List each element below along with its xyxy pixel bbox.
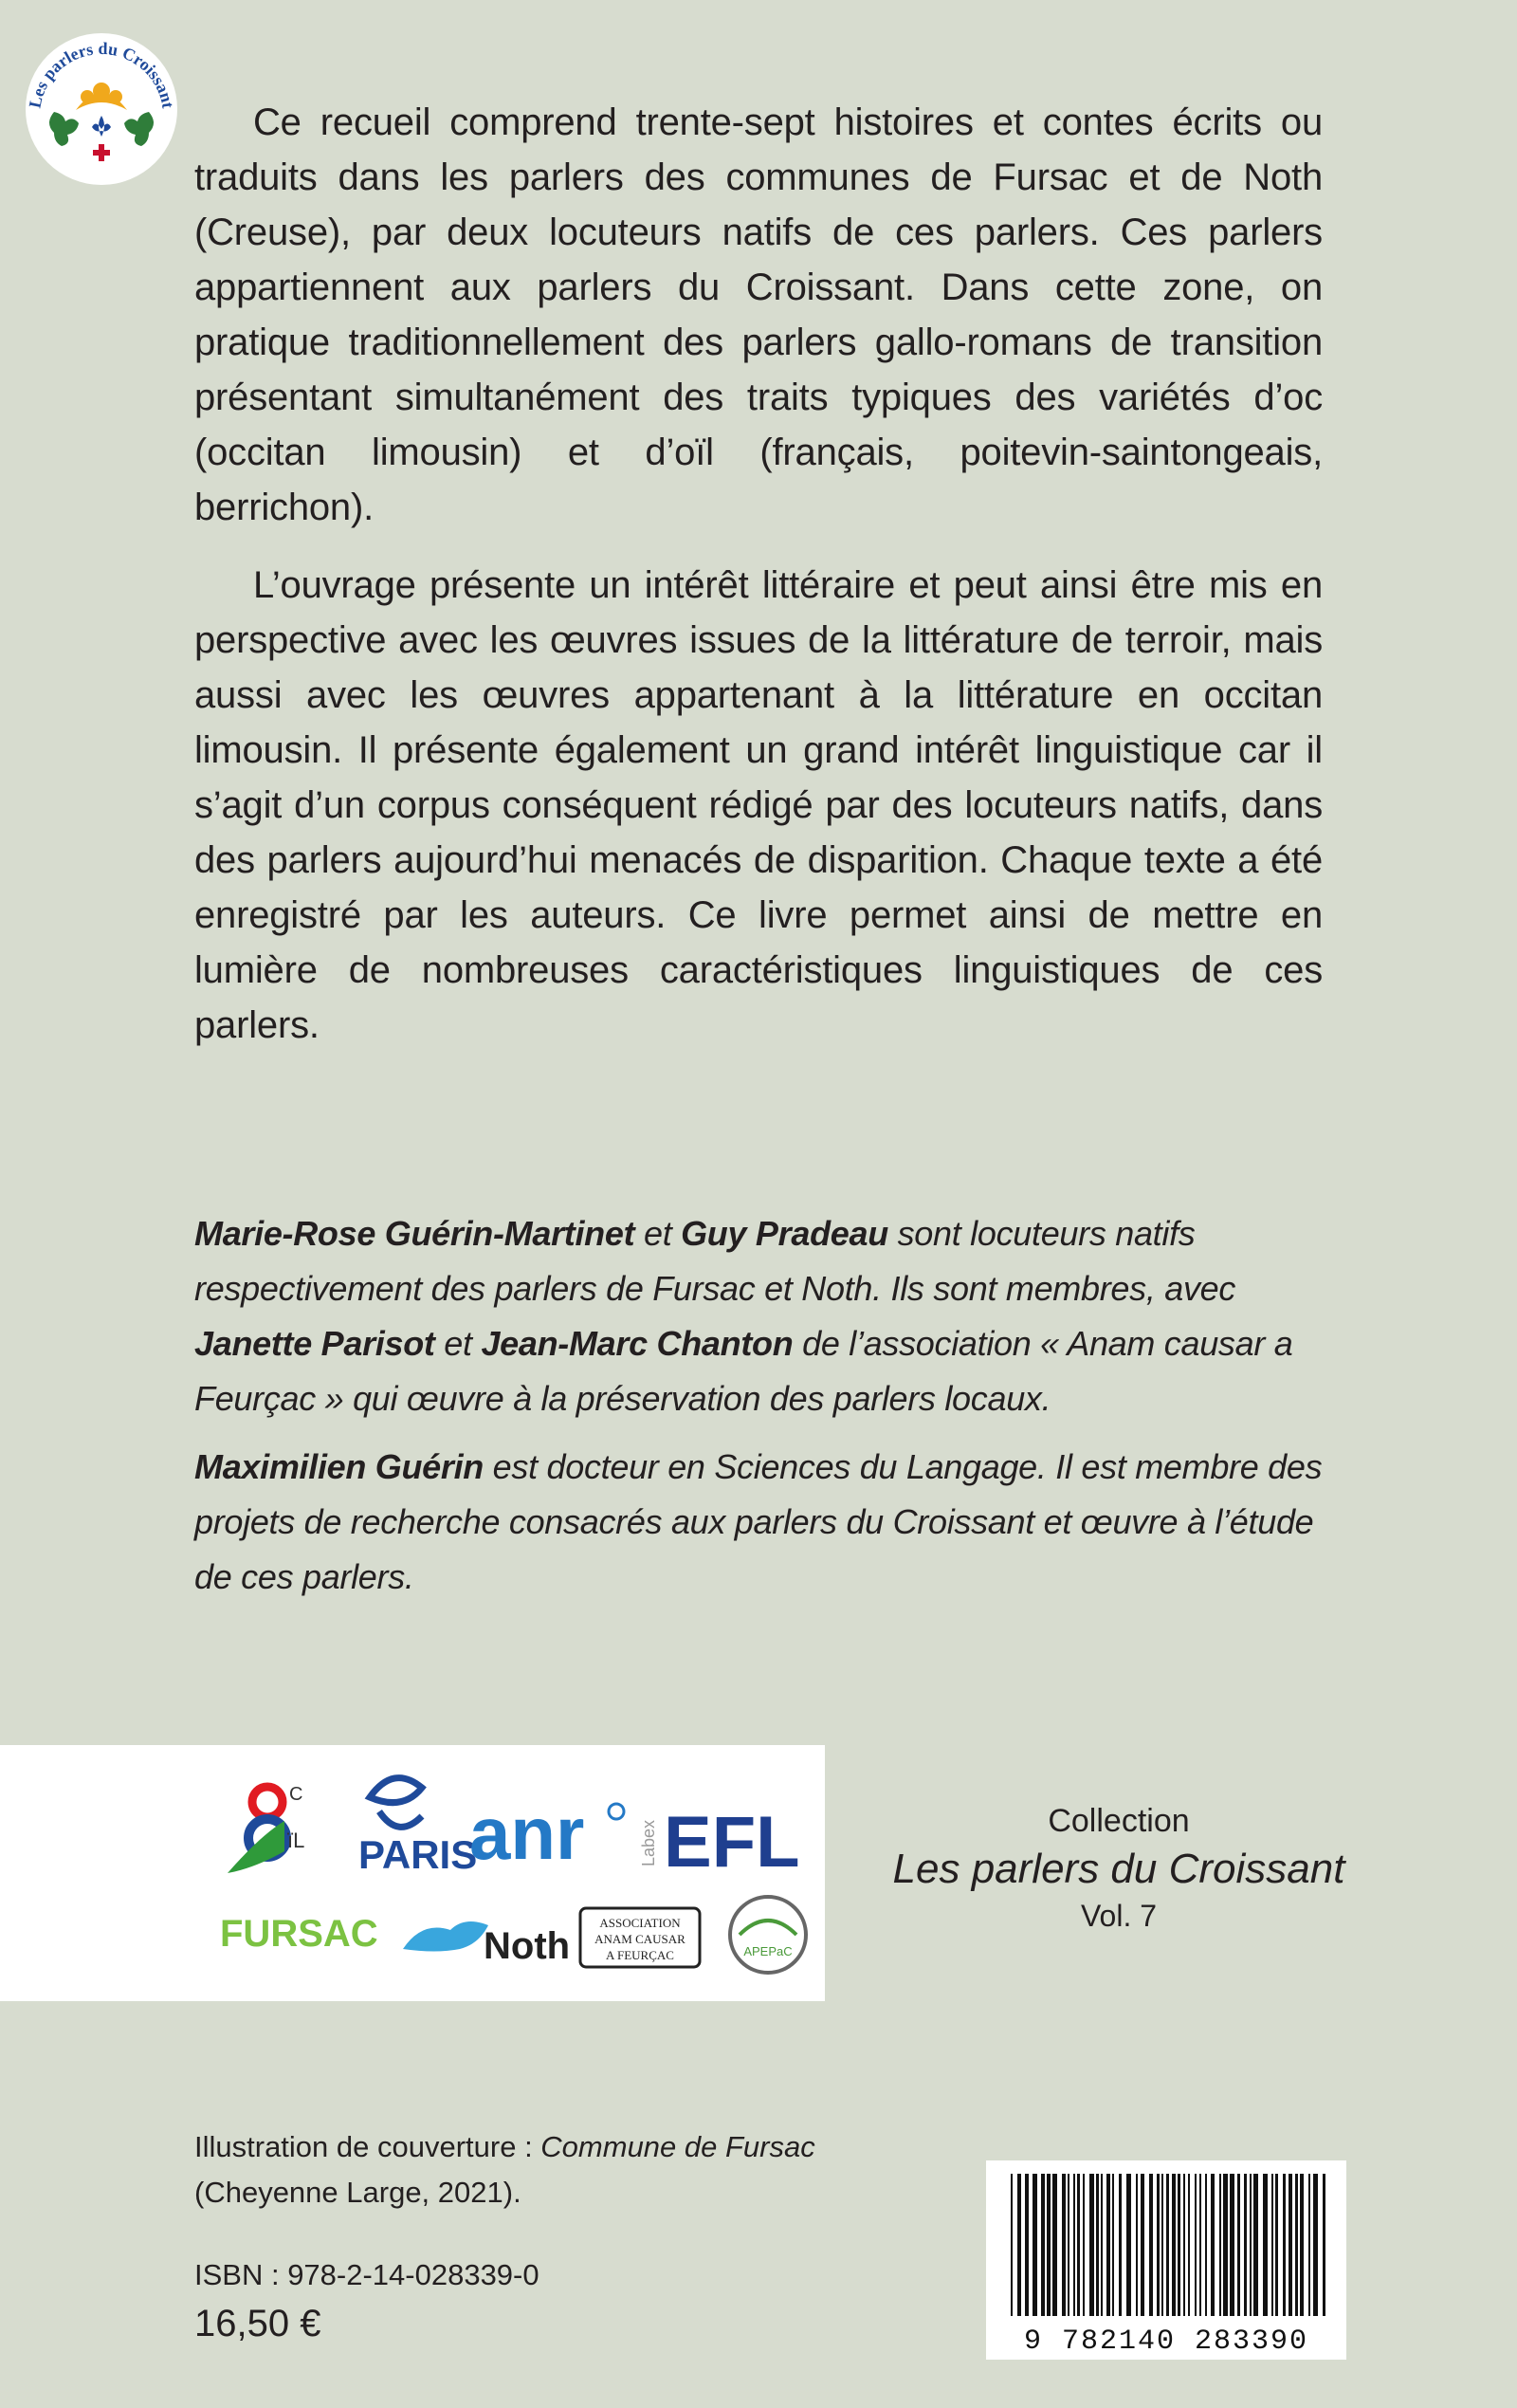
- barcode-bar: [1089, 2174, 1094, 2316]
- barcode-bar: [1101, 2174, 1103, 2316]
- barcode-bar: [1244, 2174, 1247, 2316]
- assoc-line-1: ASSOCIATION: [599, 1916, 681, 1930]
- bio-text: et: [434, 1324, 482, 1363]
- barcode-bar: [1295, 2174, 1298, 2316]
- barcode-digits: 9 782140 283390: [1023, 2325, 1309, 2358]
- cover-credits: [194, 2124, 815, 2215]
- emblem-text: Les parlers du Croissant: [25, 38, 178, 110]
- bio-text: de l’association « Anam causar a Feurçac » qui œuvre à la préservation des parlers locaux.: [194, 1324, 1293, 1418]
- bio-text: sont locuteurs natifs respectivement des parlers de Fursac et Noth. Ils sont membres, avec: [194, 1214, 1236, 1308]
- author-name: Guy Pradeau: [681, 1214, 888, 1253]
- price: 16,50 €: [194, 2303, 321, 2344]
- barcode-bar: [1195, 2174, 1197, 2316]
- anr-logo: [469, 1792, 624, 1875]
- barcode-bar: [1263, 2174, 1268, 2316]
- member-name: Janette Parisot: [194, 1324, 435, 1363]
- barcode-bar: [1017, 2174, 1021, 2316]
- barcode-bar: [1172, 2174, 1176, 2316]
- barcode-bar: [1112, 2174, 1114, 2316]
- labex-label: Labex: [639, 1819, 658, 1866]
- association-logo: [580, 1908, 700, 1967]
- barcode-bar: [1073, 2174, 1075, 2316]
- barcode-bar: [1077, 2174, 1080, 2316]
- blurb-paragraph-2: L’ouvrage présente un intérêt littéraire et peut ainsi être mis en perspective avec les œuvres issues de la littérature de terroir, mais aussi avec les œuvres appartenant à la littérature en occitan limousin. Il présente également un grand intérêt linguistique car il s’agit d’un corpus conséquent rédigé par des locuteurs natifs, dans des parlers aujourd’hui menacés de disparition. Chaque texte a été enregistré par les auteurs. Ce livre permet ainsi de mettre en lumière de nombreuses caractéristiques linguistiques de ces parlers.: [194, 564, 1323, 1046]
- credits-work: Commune de Fursac: [540, 2130, 815, 2163]
- paris-logo: [358, 1778, 477, 1877]
- partner-logos-panel: [0, 1745, 825, 2001]
- barcode-bar: [1068, 2174, 1069, 2316]
- barcode-bar: [1083, 2174, 1085, 2316]
- barcode-bar: [1308, 2174, 1310, 2316]
- barcode-bar: [1157, 2174, 1160, 2316]
- assoc-line-2: ANAM CAUSAR: [594, 1932, 685, 1946]
- barcode-bar: [1096, 2174, 1099, 2316]
- efl-label: EFL: [664, 1802, 800, 1883]
- authors-bio: [194, 1206, 1323, 1618]
- barcode-bar: [1205, 2174, 1207, 2316]
- barcode-bar: [1223, 2174, 1228, 2316]
- barcode-bar: [1289, 2174, 1292, 2316]
- barcode-bar: [1230, 2174, 1234, 2316]
- barcode-bar: [1025, 2174, 1029, 2316]
- credits-prefix: Illustration de couverture :: [194, 2130, 541, 2163]
- barcode: [986, 2160, 1346, 2360]
- barcode-bar: [1183, 2174, 1185, 2316]
- barcode-bar: [1052, 2174, 1057, 2316]
- barcode-bar: [1141, 2174, 1144, 2316]
- barcode-bar: [1011, 2174, 1013, 2316]
- noth-label: Noth: [484, 1925, 571, 1967]
- author-name: Maximilien Guérin: [194, 1447, 484, 1486]
- barcode-bar: [1119, 2174, 1122, 2316]
- apepac-label: APEPaC: [743, 1944, 793, 1958]
- author-name: Marie-Rose Guérin-Martinet: [194, 1214, 635, 1253]
- oc-c-label: C: [289, 1784, 303, 1805]
- barcode-bar: [1161, 2174, 1163, 2316]
- oc-il-label: ïL: [287, 1829, 305, 1852]
- collection-volume: Vol. 7: [1080, 1899, 1158, 1933]
- apepac-logo: [730, 1897, 806, 1973]
- member-name: Jean-Marc Chanton: [481, 1324, 794, 1363]
- barcode-bar: [1199, 2174, 1201, 2316]
- barcode-bar: [1126, 2174, 1131, 2316]
- blurb: [194, 95, 1323, 1075]
- barcode-bar: [1313, 2174, 1318, 2316]
- barcode-bar: [1136, 2174, 1138, 2316]
- collection-title: Les parlers du Croissant: [892, 1846, 1345, 1892]
- bio-text: est docteur en Sciences du Langage. Il est membre des projets de recherche consacrés aux parlers du Croissant et œuvre à l’étude de ces parlers.: [194, 1447, 1323, 1596]
- authors-bio-paragraph-1: [194, 1206, 1323, 1426]
- oc-oil-logo: [228, 1784, 304, 1873]
- barcode-bar: [1062, 2174, 1066, 2316]
- anr-label: anr: [469, 1792, 585, 1875]
- barcode-bar: [1149, 2174, 1153, 2316]
- blurb-paragraph-1: Ce recueil comprend trente-sept histoires et contes écrits ou traduits dans les parlers des communes de Fursac et de Noth (Creuse), par deux locuteurs natifs de ces parlers. Ces parlers appartiennent aux parlers du Croissant. Dans cette zone, on pratique traditionnellement des parlers gallo-romans de transition présentant simultanément des traits typiques des variétés d’oc (occitan limousin) et d’oïl (français, poitevin-saintongeais, berrichon).: [194, 101, 1323, 528]
- barcode-bar: [1047, 2174, 1051, 2316]
- barcode-bar: [1106, 2174, 1110, 2316]
- authors-bio-paragraph-2: [194, 1440, 1323, 1605]
- barcode-bar: [1211, 2174, 1215, 2316]
- fursac-label: FURSAC: [220, 1913, 378, 1955]
- barcode-bar: [1271, 2174, 1273, 2316]
- paris-label: PARIS: [358, 1832, 478, 1877]
- barcode-bar: [1178, 2174, 1180, 2316]
- barcode-bar: [1300, 2174, 1304, 2316]
- assoc-line-3: A FEURÇAC: [606, 1948, 674, 1962]
- barcode-bar: [1166, 2174, 1169, 2316]
- barcode-bar: [1219, 2174, 1221, 2316]
- barcode-bar: [1250, 2174, 1252, 2316]
- barcode-bar: [1253, 2174, 1258, 2316]
- barcode-bar: [1275, 2174, 1278, 2316]
- barcode-bar: [1283, 2174, 1286, 2316]
- credits-line-2: (Cheyenne Large, 2021).: [194, 2176, 521, 2209]
- fursac-logo: [220, 1913, 378, 1955]
- barcode-bar: [1188, 2174, 1190, 2316]
- barcode-bar: [1237, 2174, 1240, 2316]
- collection-emblem-logo: [21, 28, 182, 190]
- isbn: ISBN : 978-2-14-028339-0: [194, 2258, 539, 2291]
- barcode-bar: [1033, 2174, 1037, 2316]
- noth-logo: [403, 1921, 570, 1967]
- credits-line-1: [194, 2124, 815, 2170]
- bio-text: et: [634, 1214, 682, 1253]
- barcode-bar: [1323, 2174, 1325, 2316]
- barcode-bar: [1041, 2174, 1045, 2316]
- collection-info: [853, 1800, 1384, 1935]
- collection-label: Collection: [1048, 1803, 1190, 1839]
- labex-efl-logo: [639, 1802, 800, 1883]
